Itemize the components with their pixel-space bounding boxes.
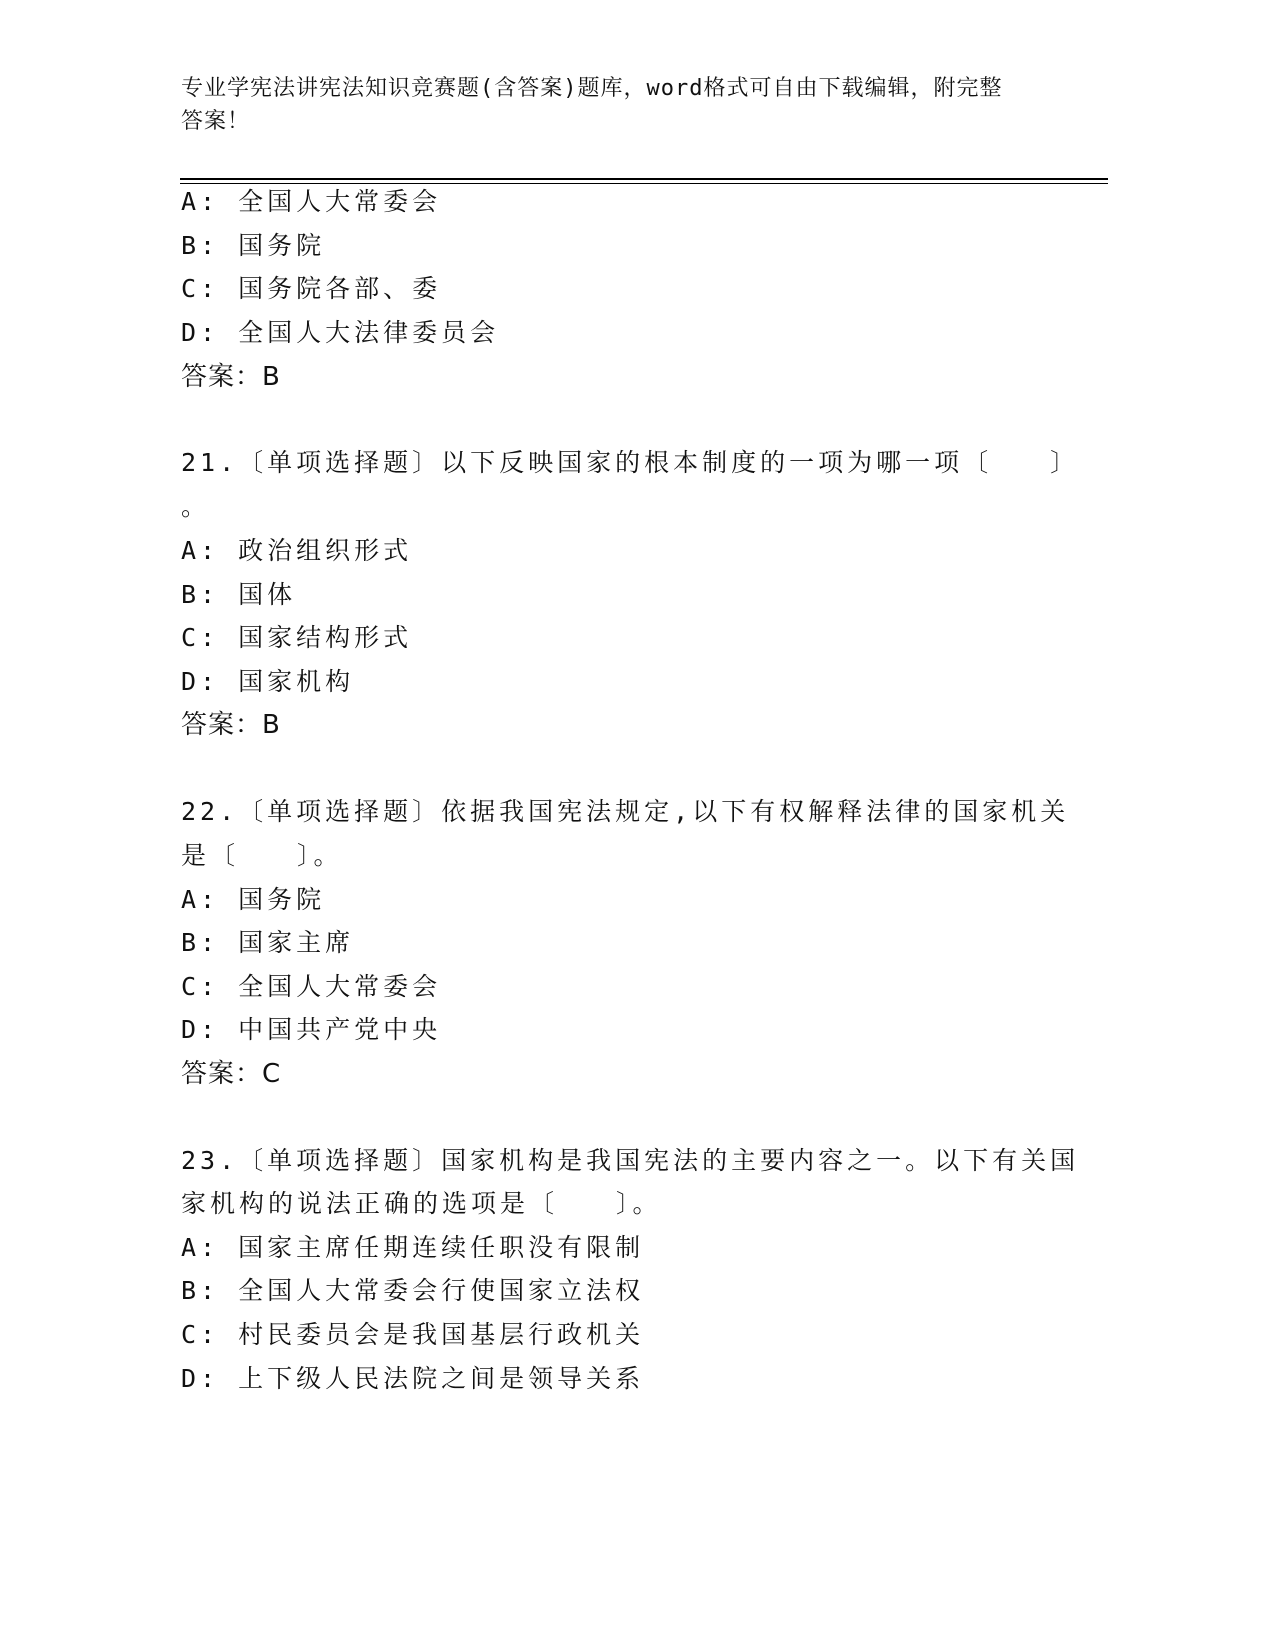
header-line-1: 专业学宪法讲宪法知识竞赛题(含答案)题库，word格式可自由下载编辑，附完整 bbox=[181, 76, 1003, 101]
q23-stem-line-1: 23.〔单项选择题〕国家机构是我国宪法的主要内容之一。以下有关国 bbox=[181, 1146, 1080, 1175]
q21-option-b: B: 国体 bbox=[181, 580, 297, 609]
prev-answer: 答案：B bbox=[181, 362, 281, 392]
q21-stem-line-1: 21.〔单项选择题〕以下反映国家的根本制度的一项为哪一项〔 〕 bbox=[181, 448, 1080, 477]
header-line-2: 答案！ bbox=[181, 109, 251, 134]
q23-stem-line-2: 家机构的说法正确的选项是〔 〕。 bbox=[181, 1189, 662, 1218]
prev-option-b: B: 国务院 bbox=[181, 231, 326, 260]
q22-stem-line-1: 22.〔单项选择题〕依据我国宪法规定,以下有权解释法律的国家机关 bbox=[181, 797, 1070, 826]
q23-option-b: B: 全国人大常委会行使国家立法权 bbox=[181, 1276, 645, 1305]
prev-option-c: C: 国务院各部、委 bbox=[181, 274, 442, 303]
header-divider-thick bbox=[180, 178, 1108, 180]
q22-option-d: D: 中国共产党中央 bbox=[181, 1015, 442, 1044]
prev-option-a: A: 全国人大常委会 bbox=[181, 187, 442, 216]
q21-option-a: A: 政治组织形式 bbox=[181, 536, 413, 565]
q22-option-a: A: 国务院 bbox=[181, 885, 326, 914]
q21-stem-line-2: 。 bbox=[181, 492, 211, 521]
q21-option-d: D: 国家机构 bbox=[181, 667, 355, 696]
document-header bbox=[181, 72, 1061, 138]
prev-option-d: D: 全国人大法律委员会 bbox=[181, 318, 500, 347]
q21-answer: 答案：B bbox=[181, 710, 281, 740]
q22-answer: 答案：C bbox=[181, 1059, 282, 1089]
q21-option-c: C: 国家结构形式 bbox=[181, 623, 413, 652]
q22-option-b: B: 国家主席 bbox=[181, 928, 355, 957]
q23-option-c: C: 村民委员会是我国基层行政机关 bbox=[181, 1320, 645, 1349]
q23-option-d: D: 上下级人民法院之间是领导关系 bbox=[181, 1364, 645, 1393]
q22-option-c: C: 全国人大常委会 bbox=[181, 972, 442, 1001]
q23-option-a: A: 国家主席任期连续任职没有限制 bbox=[181, 1233, 645, 1262]
header-divider-thin bbox=[180, 183, 1108, 184]
q22-stem-line-2: 是〔 〕。 bbox=[181, 841, 343, 870]
